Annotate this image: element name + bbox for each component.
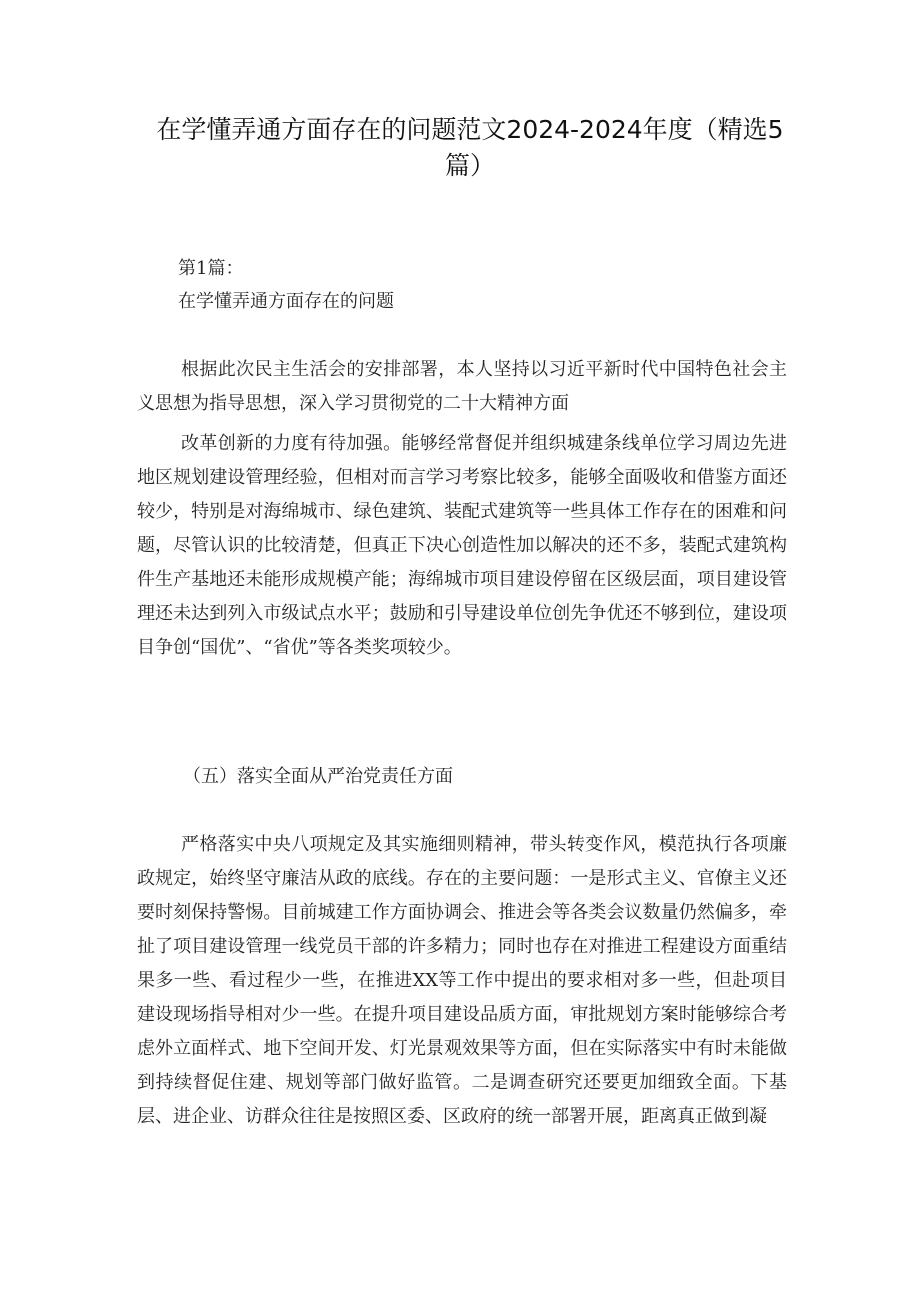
paragraph-reform: 改革创新的力度有待加强。能够经常督促并组织城建条线单位学习周边先进地区规划建设管理经验，但相对而言学习考察比较多，能够全面吸收和借鉴方面还较少，特别是对海绵城市、绿色建筑、装配式建筑等一些具体工作存在的困难和问题，尽管认识的比较清楚，但真正下决心创造性加以解决的还不多，装配式建筑构件生产基地还未能形成规模产能；海绵城市项目建设停留在区级层面，项目建设管理还未达到列入市级试点水平；鼓励和引导建设单位创先争优还不够到位，建设项目争创“国优”、“省优”等各类奖项较少。 (137, 433, 787, 658)
document-title: 在学懂弄通方面存在的问题范文2024-2024年度（精选5篇） (156, 115, 784, 180)
section-heading-five: （五）落实全面从严治党责任方面 (183, 766, 453, 787)
paragraph-discipline: 严格落实中央八项规定及其实施细则精神，带头转变作风，模范执行各项廉政规定，始终坚守廉洁从政的底线。存在的主要问题：一是形式主义、官僚主义还要时刻保持警惕。目前城建工作方面协调会、推进会等各类会议数量仍然偏多，牵扯了项目建设管理一线党员干部的许多精力；同时也存在对推进工程建设方面重结果多一些、看过程少一些，在推进XX等工作中提出的要求相对多一些，但赴项目建设现场指导相对少一些。在提升项目建设品质方面，审批规划方案时能够综合考虑外立面样式、地下空间开发、灯光景观效果等方面，但在实际落实中有时未能做到持续督促住建、规划等部门做好监管。二是调查研究还要更加细致全面。下基层、进企业、访群众往往是按照区委、区政府的统一部署开展，距离真正做到凝 (137, 834, 787, 1127)
paragraph-intro: 根据此次民主生活会的安排部署，本人坚持以习近平新时代中国特色社会主义思想为指导思想，深入学习贯彻党的二十大精神方面 (137, 359, 787, 414)
section-subtitle: 在学懂弄通方面存在的问题 (178, 291, 394, 312)
section-label: 第1篇： (178, 258, 244, 279)
